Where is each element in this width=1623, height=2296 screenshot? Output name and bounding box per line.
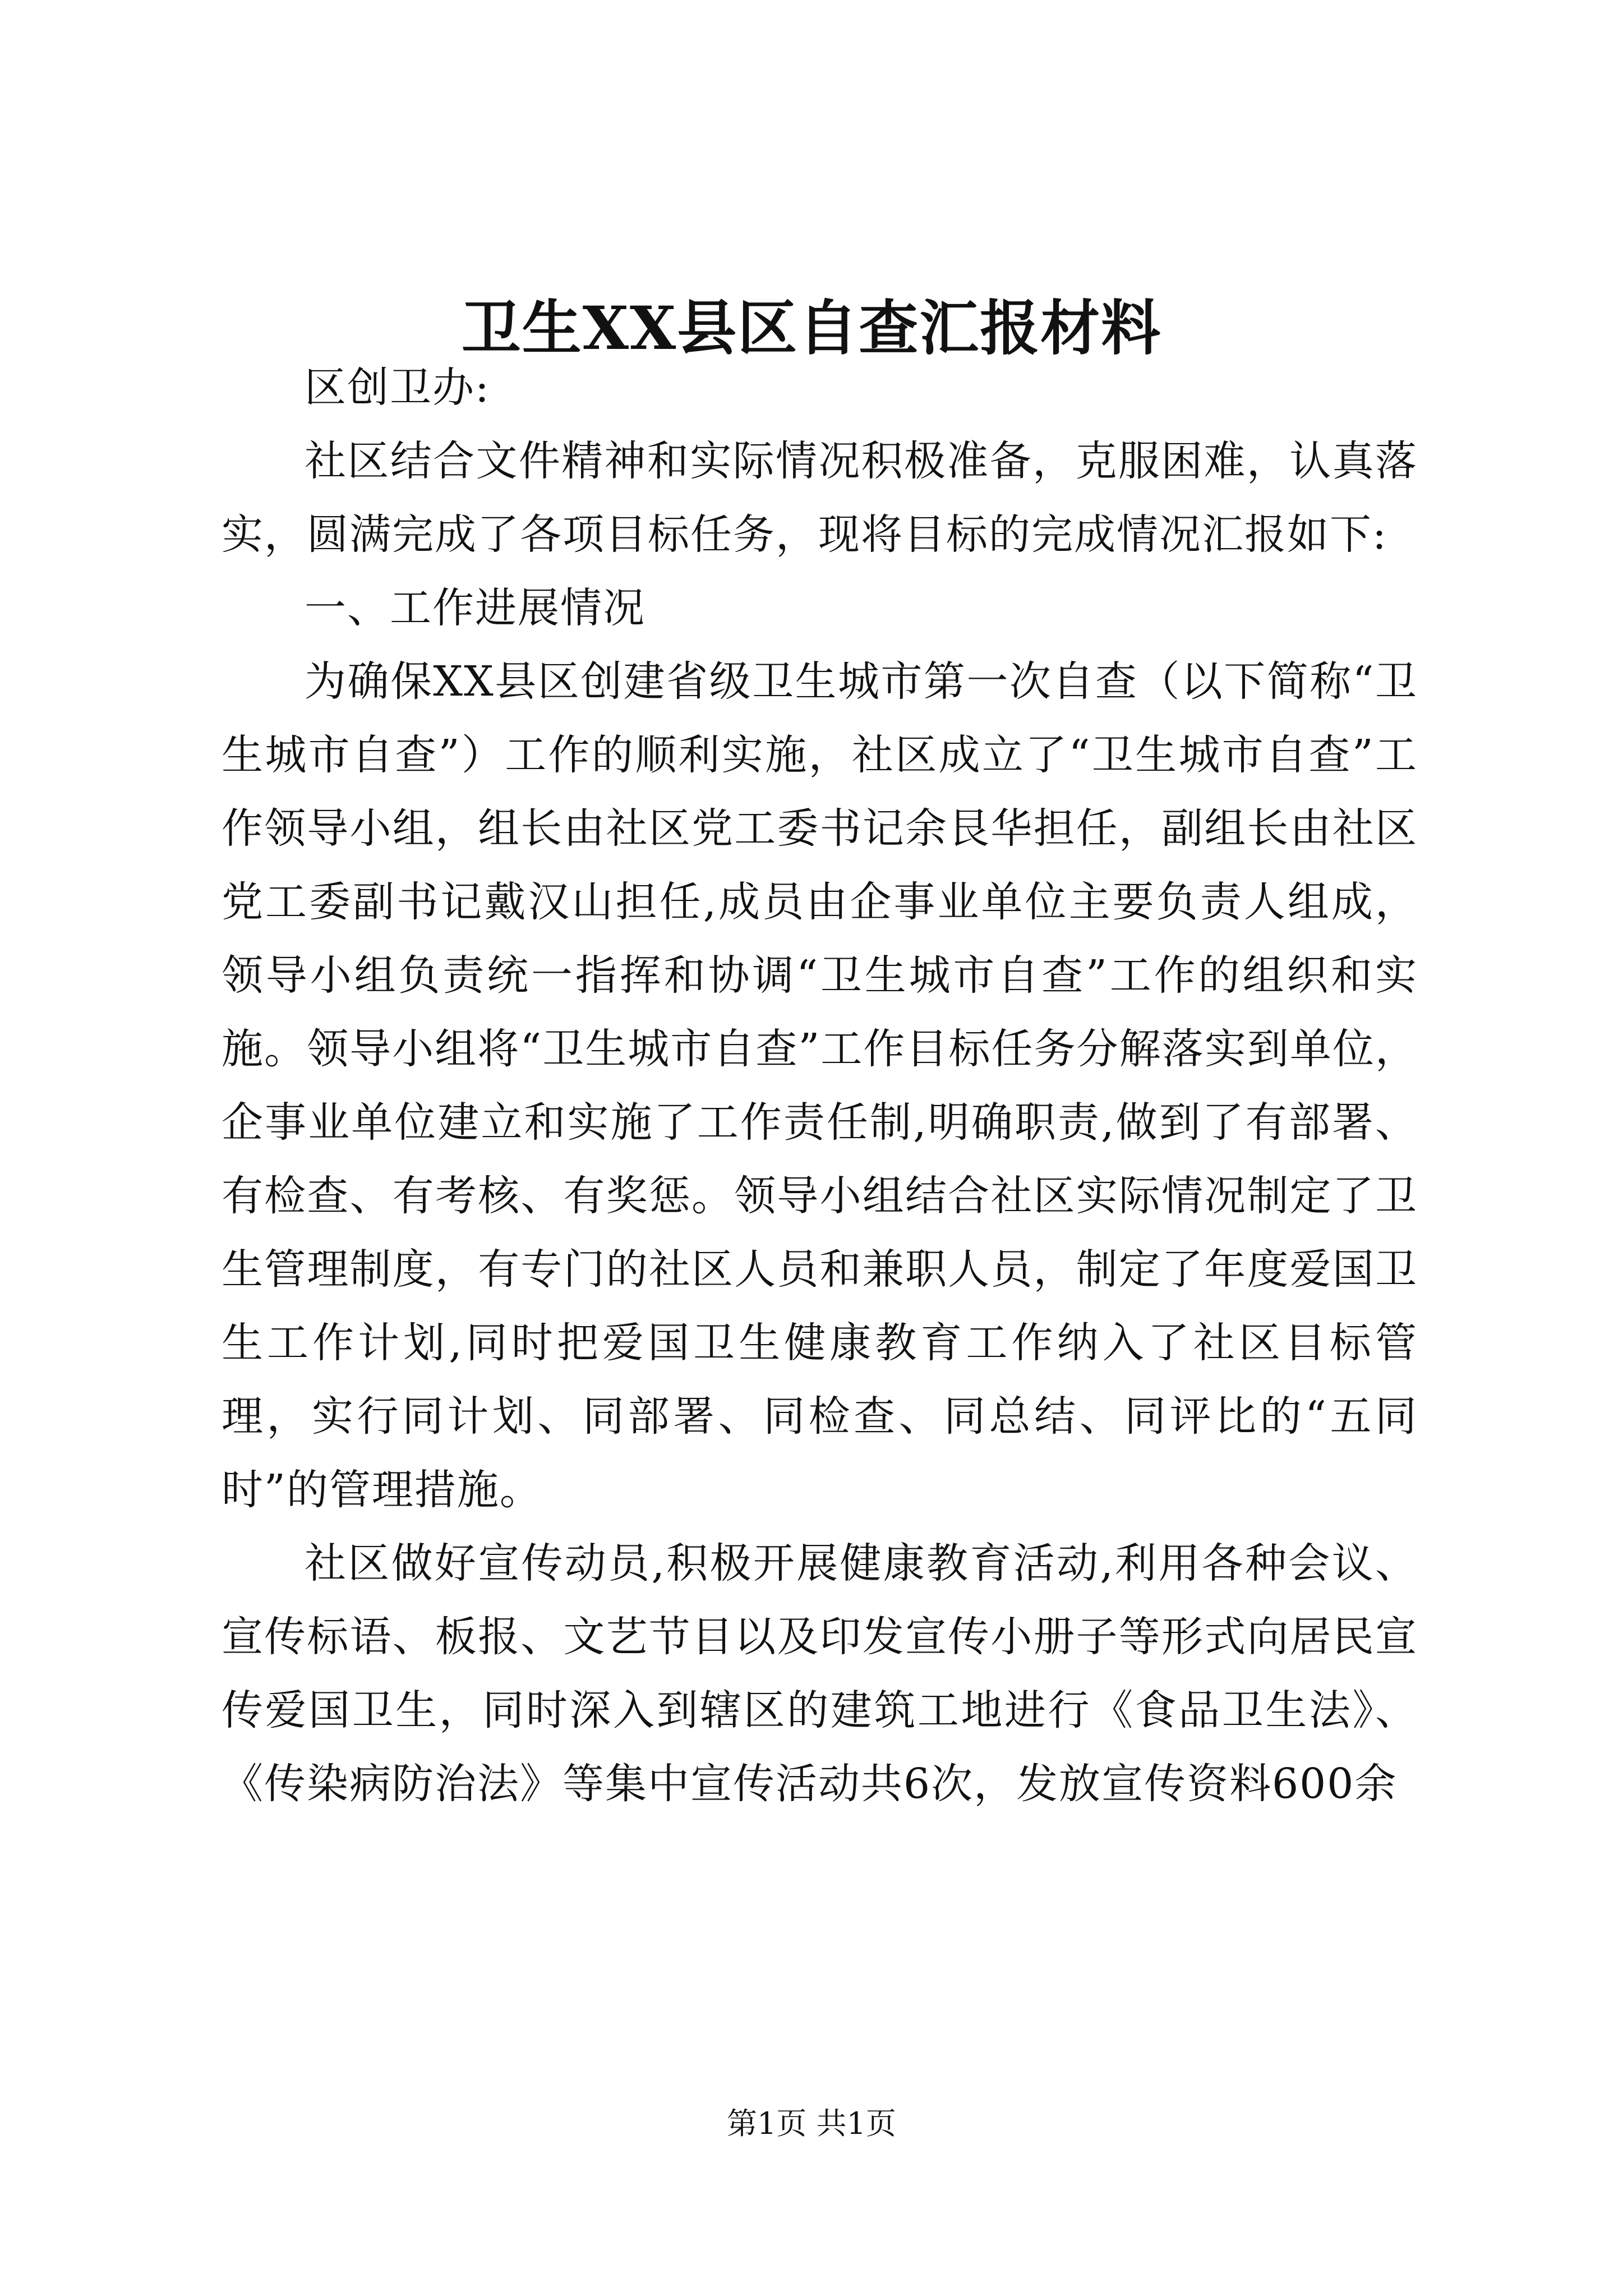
body-paragraph: 为确保XX县区创建省级卫生城市第一次自查（以下简称“卫生城市自查”）工作的顺利实施，社区成立了“卫生城市自查”工作领导小组，组长由社区党工委书记余艮华担任，副组长由社区党工委副书记戴汉山担任,成员由企事业单位主要负责人组成，领导小组负责统一指挥和协调“卫生城市自查”工作的组织和实施。领导小组将“卫生城市自查”工作目标任务分解落实到单位，企事业单位建立和实施了工作责任制,明确职责,做到了有部署、有检查、有考核、有奖惩。领导小组结合社区实际情况制定了卫生管理制度，有专门的社区人员和兼职人员，制定了年度爱国卫生工作计划,同时把爱国卫生健康教育工作纳入了社区目标管理，实行同计划、同部署、同检查、同总结、同评比的“五同时”的管理措施。 <box>222 657 1418 1514</box>
section-heading: 一、工作进展情况 <box>305 584 645 632</box>
body-paragraph: 社区做好宣传动员,积极开展健康教育活动,利用各种会议、宣传标语、板报、文艺节目以及印发宣传小册子等形式向居民宣传爱国卫生，同时深入到辖区的建筑工地进行《食品卫生法》、《传染病防治法》等集中宣传活动共6次，发放宣传资料600余 <box>222 1539 1418 1808</box>
document-body <box>222 351 1418 1821</box>
page-footer: 第1页 共1页 <box>727 2106 896 2141</box>
salutation-paragraph: 区创卫办: <box>305 364 490 412</box>
intro-paragraph: 社区结合文件精神和实际情况积极准备，克服困难，认真落实，圆满完成了各项目标任务，现将目标的完成情况汇报如下: <box>222 437 1418 559</box>
document-title: 卫生XX县区自查汇报材料 <box>461 293 1162 363</box>
